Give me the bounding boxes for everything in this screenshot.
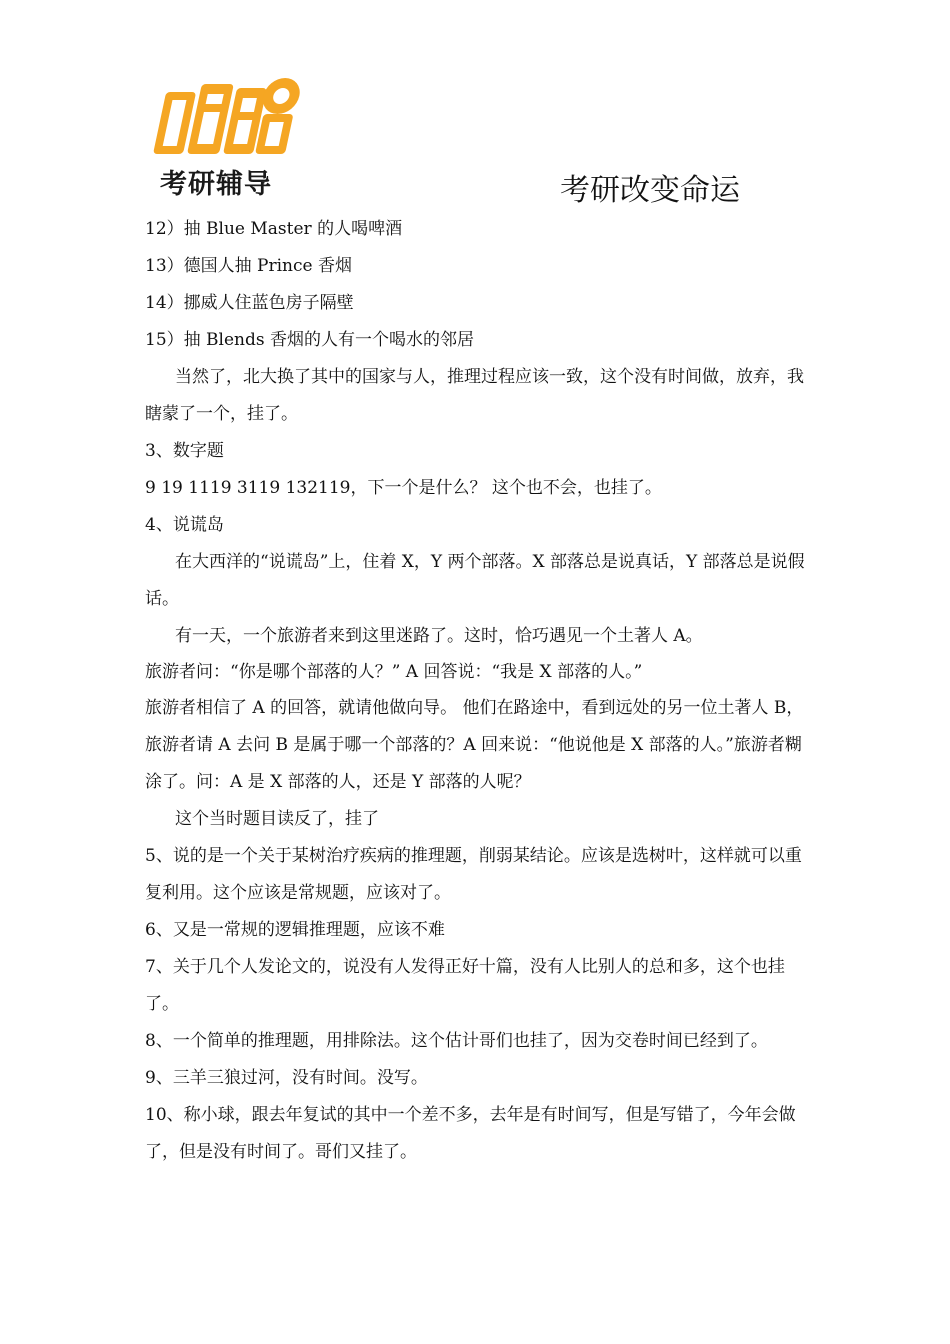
paragraph-read-wrong: 这个当时题目读反了，挂了 [175,809,379,829]
paragraph-liar-island-setup: 在大西洋的“说谎岛”上，住着 X，Y 两个部落。X 部落总是说真话，Y 部落总是说假话。 [145,552,805,609]
paragraph-rule-13: 13）德国人抽 Prince 香烟 [145,256,352,276]
paragraph-number-sequence: 9 19 1119 3119 132119，下一个是什么？ 这个也不会，也挂了。 [145,478,662,498]
logo-text: 考研辅导 [160,169,272,200]
paragraph-rule-15: 15）抽 Blends 香烟的人有一个喝水的邻居 [145,330,474,350]
slogan: 考研改变命运 [560,173,740,208]
paragraph-question-6: 6、又是一常规的逻辑推理题，应该不难 [145,920,445,940]
logo-graphic [150,74,302,158]
logo [150,74,306,200]
document-body [145,211,807,1171]
paragraph-question-10: 10、称小球，跟去年复试的其中一个差不多，去年是有时间写，但是写错了，今年会做了，但是没有时间了。哥们又挂了。 [145,1105,796,1162]
paragraph-question-8: 8、一个简单的推理题，用排除法。这个估计哥们也挂了，因为交卷时间已经到了。 [145,1031,768,1051]
paragraph-question-9: 9、三羊三狼过河，没有时间。没写。 [145,1068,428,1088]
paragraph-traveler-lost: 有一天，一个旅游者来到这里迷路了。这时，恰巧遇见一个土著人 A。 [175,626,703,646]
paragraph-question-5: 5、说的是一个关于某树治疗疾病的推理题，削弱某结论。应该是选树叶，这样就可以重复利用。这个应该是常规题，应该对了。 [145,846,802,903]
paragraph-rule-14: 14）挪威人住蓝色房子隔壁 [145,293,354,313]
paragraph-comment: 当然了，北大换了其中的国家与人，推理过程应该一致，这个没有时间做，放弃，我瞎蒙了一个，挂了。 [145,367,804,424]
paragraph-rule-12: 12）抽 Blue Master 的人喝啤酒 [145,219,403,239]
paragraph-traveler-question: 旅游者问：“你是哪个部落的人？” A 回答说：“我是 X 部落的人。” [145,662,643,682]
heading-liar-island: 4、说谎岛 [145,515,224,535]
heading-number-question: 3、数字题 [145,441,224,461]
paragraph-traveler-guide: 旅游者相信了 A 的回答，就请他做向导。 他们在路途中，看到远处的另一位土著人 B，旅游者请 A 去问 B 是属于哪一个部落的？A 回来说：“他说他是 X 部落的人。”旅游者糊涂了。问：A 是 X 部落的人，还是 Y 部落的人呢？ [145,698,804,792]
paragraph-question-7: 7、关于几个人发论文的，说没有人发得正好十篇，没有人比别人的总和多，这个也挂了。 [145,957,785,1014]
